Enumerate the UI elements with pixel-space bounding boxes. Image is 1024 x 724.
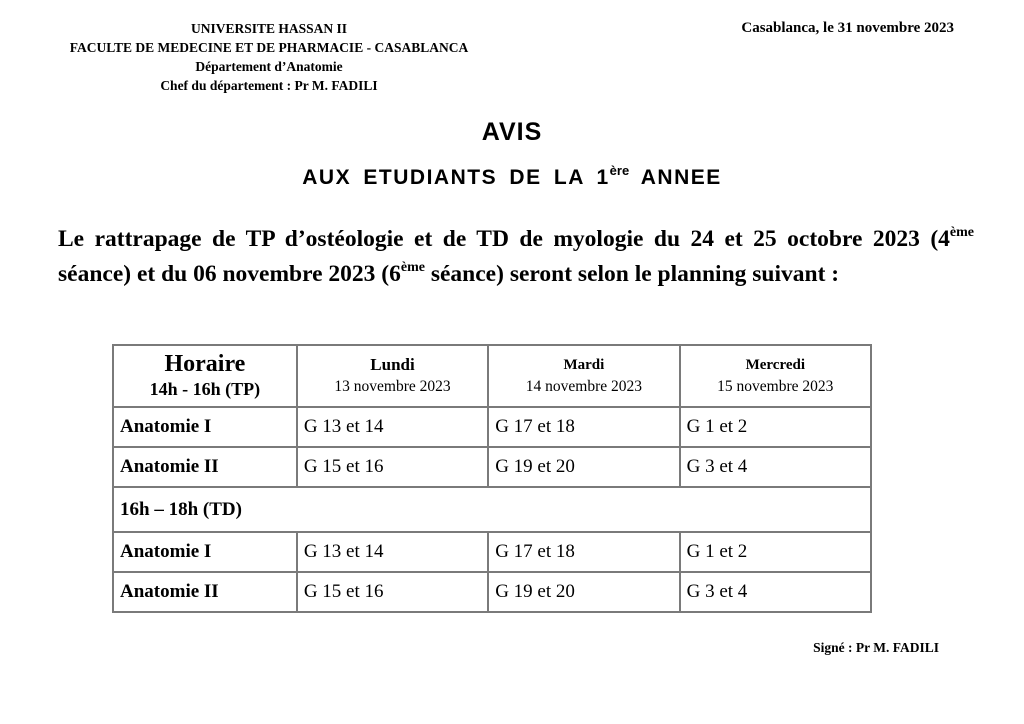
table-cell: G 19 et 20 — [488, 447, 679, 487]
paragraph-ordinal: ème — [400, 260, 425, 275]
day-date: 13 novembre 2023 — [334, 378, 451, 395]
header-cell-horaire — [113, 345, 297, 407]
day-name: Mardi — [563, 357, 605, 373]
table-cell: G 17 et 18 — [488, 407, 679, 447]
header-cell-day — [488, 345, 679, 407]
table-cell: G 13 et 14 — [297, 407, 488, 447]
notice-paragraph — [58, 222, 974, 292]
row-label: Anatomie II — [113, 447, 297, 487]
table-row — [113, 532, 871, 572]
subtitle-text: AUX ETUDIANTS DE LA 1 — [302, 166, 610, 189]
paragraph-ordinal: ème — [949, 225, 974, 240]
table-cell: G 1 et 2 — [680, 532, 871, 572]
paragraph-part: séance) et du 06 novembre 2023 (6 — [58, 261, 401, 287]
table-row — [113, 572, 871, 612]
row-label: Anatomie I — [113, 407, 297, 447]
notice-subtitle — [0, 156, 1024, 193]
td-time-slot: 16h – 18h (TD) — [113, 487, 871, 532]
signature: Signé : Pr M. FADILI — [813, 640, 939, 655]
table-cell: G 3 et 4 — [680, 572, 871, 612]
header-cell-day — [680, 345, 871, 407]
row-label: Anatomie II — [113, 572, 297, 612]
day-name: Mercredi — [745, 357, 805, 373]
paragraph-part: séance) seront selon le planning suivant : — [424, 261, 840, 287]
horaire-label: Horaire — [164, 351, 246, 377]
td-time-slot-row — [113, 487, 871, 532]
subtitle-ordinal: ère — [609, 163, 630, 178]
table-cell: G 15 et 16 — [297, 572, 488, 612]
institution-header — [30, 19, 508, 95]
schedule-table — [112, 344, 872, 613]
table-row — [113, 407, 871, 447]
header-cell-day — [297, 345, 488, 407]
table-cell: G 3 et 4 — [680, 447, 871, 487]
day-date: 15 novembre 2023 — [717, 378, 834, 395]
subtitle-text-end: ANNEE — [629, 166, 722, 189]
notice-title: AVIS — [481, 118, 543, 146]
paragraph-part: Le rattrapage de TP d’ostéologie et de TD de myologie du 24 et 25 octobre 2023 (4 — [58, 226, 950, 252]
table-row — [113, 447, 871, 487]
day-date: 14 novembre 2023 — [525, 378, 643, 395]
table-cell: G 1 et 2 — [680, 407, 871, 447]
table-cell: G 13 et 14 — [297, 532, 488, 572]
faculty-name: FACULTE DE MEDECINE ET DE PHARMACIE - CASABLANCA — [69, 40, 469, 55]
tp-time-slot: 14h - 16h (TP) — [149, 379, 261, 399]
department-name: Département d’Anatomie — [195, 59, 343, 74]
row-label: Anatomie I — [113, 532, 297, 572]
table-header-row — [113, 345, 871, 407]
university-name: UNIVERSITE HASSAN II — [190, 21, 348, 36]
place-date: Casablanca, le 31 novembre 2023 — [741, 20, 954, 36]
table-cell: G 17 et 18 — [488, 532, 679, 572]
department-head: Chef du département : Pr M. FADILI — [160, 78, 378, 93]
day-name: Lundi — [370, 355, 415, 374]
table-cell: G 19 et 20 — [488, 572, 679, 612]
table-cell: G 15 et 16 — [297, 447, 488, 487]
